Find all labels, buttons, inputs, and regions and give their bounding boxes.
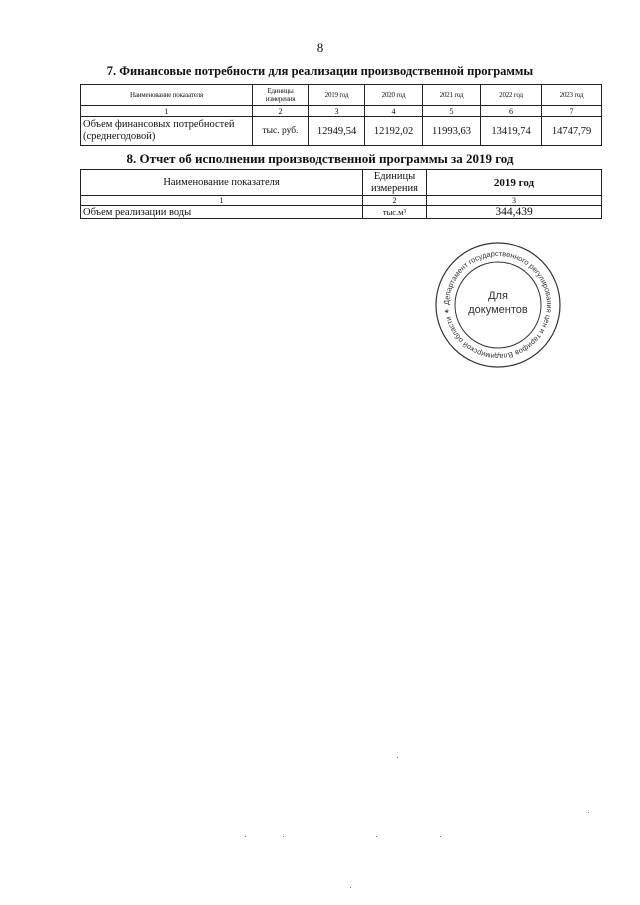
value-2021: 11993,63	[423, 117, 481, 146]
section-8-title: 8. Отчет об исполнении производственной программы за 2019 год	[126, 151, 514, 166]
header-2020: 2020 год	[365, 85, 423, 106]
value-2019: 12949,54	[309, 117, 365, 146]
header-2021: 2021 год	[423, 85, 481, 106]
scan-speck	[588, 812, 589, 813]
header-2019: 2019 год	[309, 85, 365, 106]
header-unit: Единицы измерения	[253, 85, 309, 106]
scan-speck	[376, 836, 377, 837]
section-7-title: 7. Финансовые потребности для реализации производственной программы	[106, 64, 534, 78]
value-2023: 14747,79	[542, 117, 602, 146]
row-unit: тыс. руб.	[253, 117, 309, 146]
financial-needs-table	[80, 84, 602, 146]
column-number: 5	[423, 106, 481, 117]
column-number: 3	[427, 196, 602, 206]
official-stamp	[434, 241, 562, 369]
column-number: 3	[309, 106, 365, 117]
column-number-row	[81, 106, 602, 117]
table-header-row	[81, 170, 602, 196]
header-unit: Единицы измерения	[363, 170, 427, 196]
table-header-row	[81, 85, 602, 106]
header-2019: 2019 год	[427, 170, 602, 196]
header-2022: 2022 год	[481, 85, 542, 106]
stamp-ring-text: Департамент государственного регулирования цен и тарифов Владимирской области ✶	[441, 248, 555, 362]
column-number: 1	[81, 106, 253, 117]
header-2023: 2023 год	[542, 85, 602, 106]
page-number: 8	[316, 40, 324, 55]
scan-speck	[350, 887, 351, 888]
column-number: 2	[253, 106, 309, 117]
header-name: Наименование показателя	[81, 170, 363, 196]
stamp-text-line1: Для	[488, 290, 508, 302]
row-name: Объем финансовых потребностей (среднегодовой)	[81, 117, 253, 146]
scan-speck	[397, 757, 398, 758]
row-unit: тыс.м³	[363, 206, 427, 219]
table-row	[81, 117, 602, 146]
column-number-row	[81, 196, 602, 206]
column-number: 6	[481, 106, 542, 117]
program-report-table	[80, 169, 602, 219]
value-2020: 12192,02	[365, 117, 423, 146]
column-number: 2	[363, 196, 427, 206]
row-name: Объем реализации воды	[81, 206, 363, 219]
scan-speck	[283, 836, 284, 837]
scan-speck	[245, 836, 246, 837]
column-number: 7	[542, 106, 602, 117]
row-value: 344,439	[427, 206, 602, 219]
column-number: 1	[81, 196, 363, 206]
column-number: 4	[365, 106, 423, 117]
stamp-text-line2: документов	[468, 304, 528, 316]
header-name: Наименование показателя	[81, 85, 253, 106]
scan-speck	[440, 836, 441, 837]
table-row	[81, 206, 602, 219]
value-2022: 13419,74	[481, 117, 542, 146]
